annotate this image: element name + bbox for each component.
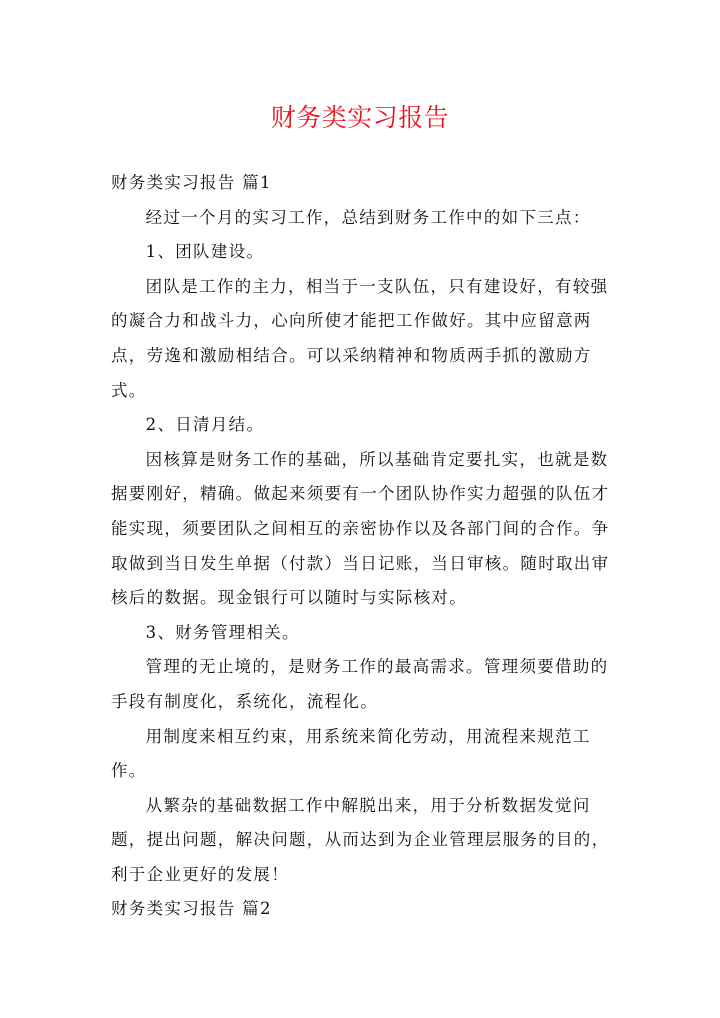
list-heading: 2、日清月结。 [145,415,265,435]
paragraph: 从繁杂的基础数据工作中解脱出来，用于分析数据发觉问题，提出问题，解决问题，从而达到为企业管理层服务的目的，利于企业更好的发展！ [111,795,610,884]
document-title: 财务类实习报告 [270,103,450,132]
paragraph: 经过一个月的实习工作，总结到财务工作中的如下三点： [145,207,591,227]
section-heading: 财务类实习报告 篇1 [111,173,272,192]
document-body [111,166,616,927]
paragraph: 管理的无止境的，是财务工作的最高需求。管理须要借助的手段有制度化，系统化，流程化。 [111,657,609,711]
list-heading: 1、团队建设。 [145,242,265,262]
paragraph: 因核算是财务工作的基础，所以基础肯定要扎实，也就是数据要刚好，精确。做起来须要有一个团队协作实力超强的队伍才能实现，须要团队之间相互的亲密协作以及各部门间的合作。争取做到当日发生单据（付款）当日记账，当日审核。随时取出审核后的数据。现金银行可以随时与实际核对。 [111,449,610,608]
paragraph: 团队是工作的主力，相当于一支队伍，只有建设好，有较强的凝合力和战斗力，心向所使才能把工作做好。其中应留意两点，劳逸和激励相结合。可以采纳精神和物质两手抓的激励方式。 [111,276,609,400]
list-heading: 3、财务管理相关。 [145,622,300,642]
section-heading: 财务类实习报告 篇2 [111,899,272,919]
paragraph: 用制度来相互约束，用系统来简化劳动，用流程来规范工作。 [111,726,591,781]
